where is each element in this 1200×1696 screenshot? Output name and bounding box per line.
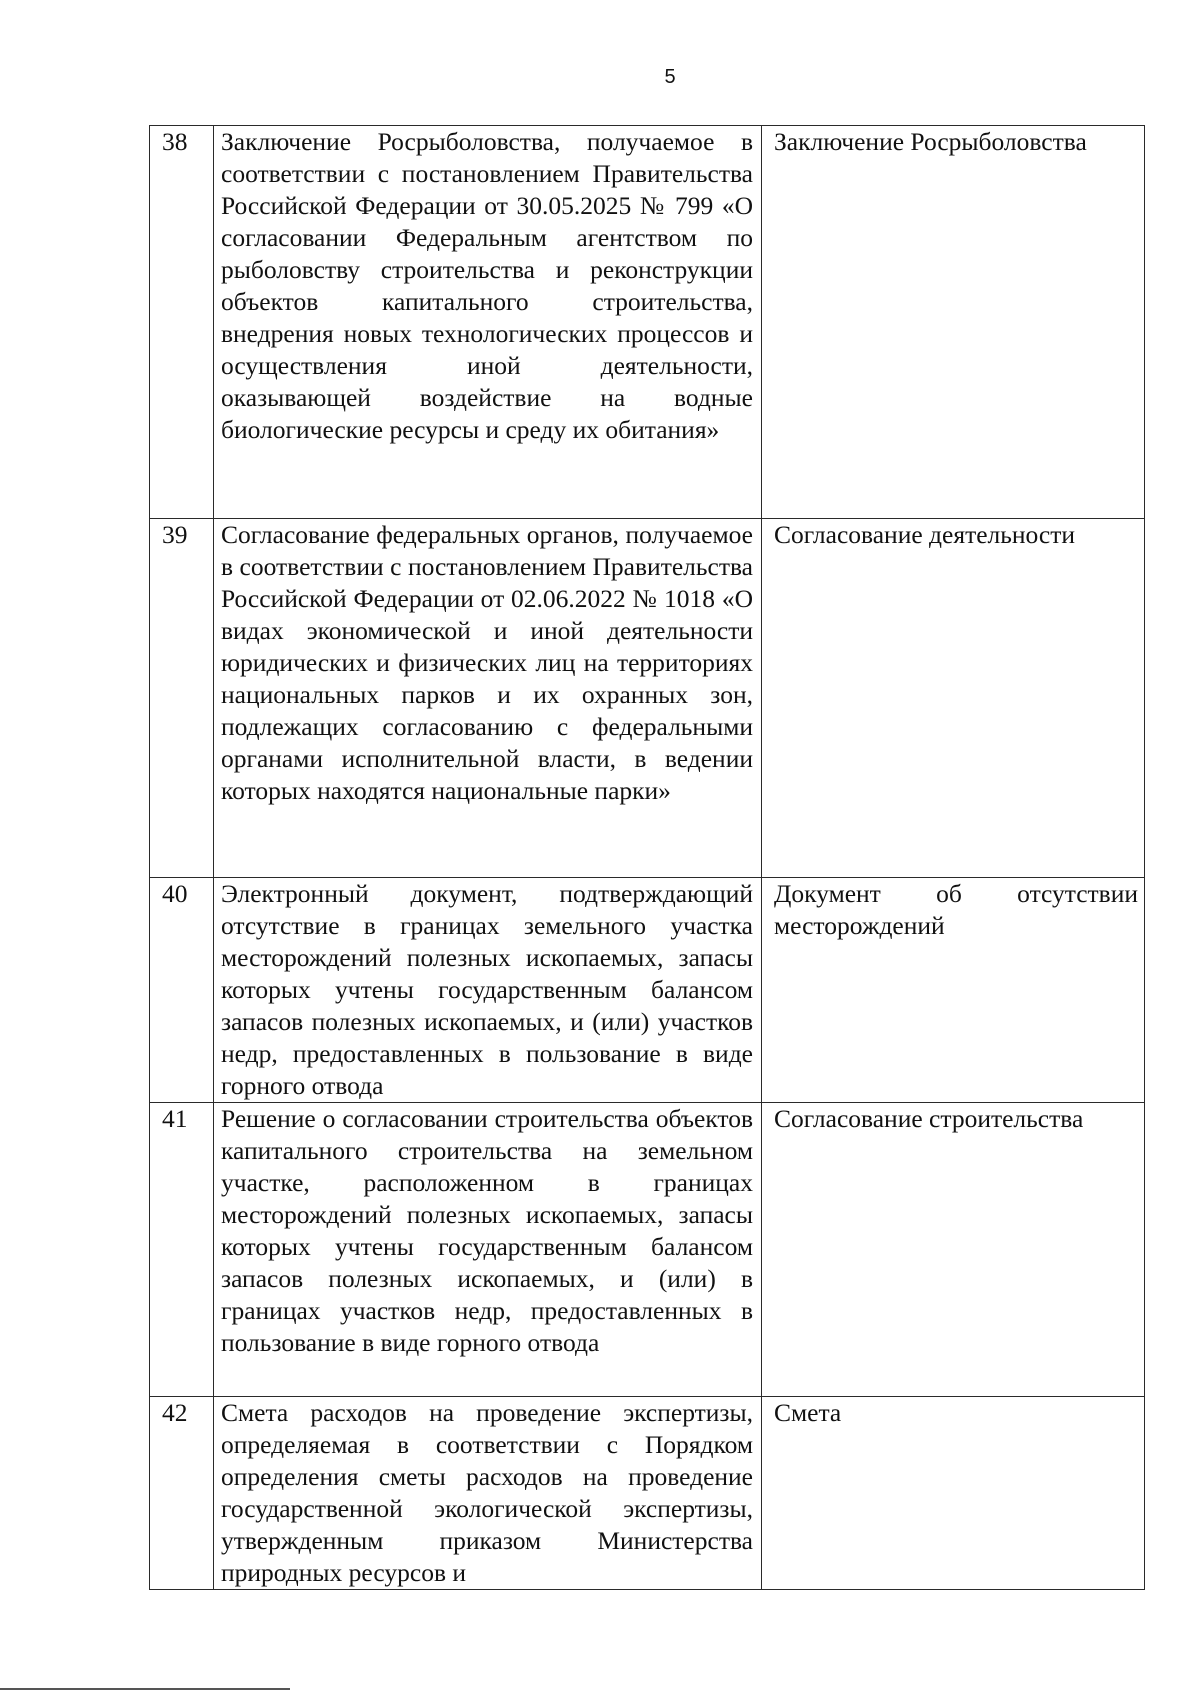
document-short-name: Документ об отсутствии месторождений <box>762 878 1145 1103</box>
document-description: Решение о согласовании строительства объектов капитального строительства на земельном участке, расположенном в границах месторождений полезных ископаемых, запасы которых учтены государственным балансом запасов полезных ископаемых, и (или) в границах участков недр, предоставленных в пользование в виде горного отвода <box>214 1103 762 1397</box>
table-row <box>150 519 1145 878</box>
document-short-name: Заключение Росрыболовства <box>762 126 1145 519</box>
row-number: 39 <box>150 519 214 878</box>
document-description: Заключение Росрыболовства, получаемое в соответствии с постановлением Правительства Российской Федерации от 30.05.2025 № 799 «О согласовании Федеральным агентством по рыболовству строительства и реконструкции объектов капитального строительства, внедрения новых технологических процессов и осуществления иной деятельности, оказывающей воздействие на водные биологические ресурсы и среду их обитания» <box>214 126 762 519</box>
table-row <box>150 126 1145 519</box>
table-row <box>150 878 1145 1103</box>
documents-table <box>149 125 1145 1590</box>
document-description: Смета расходов на проведение экспертизы, определяемая в соответствии с Порядком определения сметы расходов на проведение государственной экологической экспертизы, утвержденным приказом Министерства природных ресурсов и <box>214 1397 762 1590</box>
row-number: 40 <box>150 878 214 1103</box>
row-number: 41 <box>150 1103 214 1397</box>
document-description: Электронный документ, подтверждающий отсутствие в границах земельного участка месторождений полезных ископаемых, запасы которых учтены государственным балансом запасов полезных ископаемых, и (или) участков недр, предоставленных в пользование в виде горного отвода <box>214 878 762 1103</box>
table-row <box>150 1103 1145 1397</box>
document-description: Согласование федеральных органов, получаемое в соответствии с постановлением Правительства Российской Федерации от 02.06.2022 № 1018 «О видах экономической и иной деятельности юридических и физических лиц на территориях национальных парков и их охранных зон, подлежащих согласованию с федеральными органами исполнительной власти, в ведении которых находятся национальные парки» <box>214 519 762 878</box>
row-number: 42 <box>150 1397 214 1590</box>
document-short-name: Согласование деятельности <box>762 519 1145 878</box>
row-number: 38 <box>150 126 214 519</box>
document-short-name: Согласование строительства <box>762 1103 1145 1397</box>
table-row <box>150 1397 1145 1590</box>
document-short-name: Смета <box>762 1397 1145 1590</box>
page-number: 5 <box>664 66 676 88</box>
footnote-rule <box>0 1688 290 1690</box>
